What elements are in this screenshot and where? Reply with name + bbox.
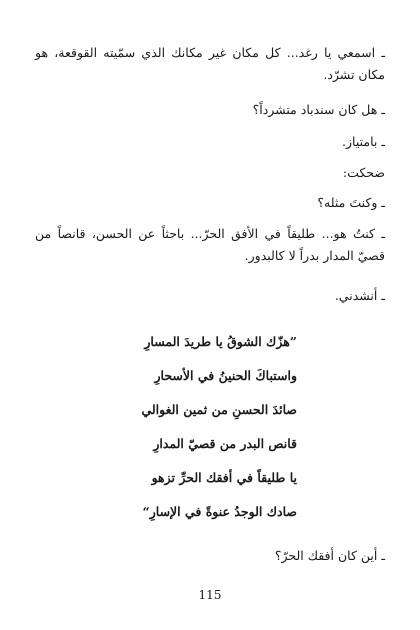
poem-verse: صائدَ الحسنِ من ثمين الغوالي: [141, 402, 297, 417]
poem-block: [117, 331, 297, 535]
page-number: 115: [198, 588, 222, 602]
paragraph-listen-ragad: ـ اسمعي يا رغد... كل مكان غير مكانك الذي سمّيته القوقعة، هو مكان تشرّد.: [35, 45, 385, 82]
paragraph-recite-to-me: ـ أنشدني.: [334, 288, 385, 303]
poem-verse: صادك الوجدُ عنوةً في الإسارِ“: [142, 504, 297, 519]
paragraph-sinbad-question: ـ هل كان سندباد متشرداً؟: [252, 102, 385, 117]
poem-verse: قانص البدر من قصيّ المدارِ: [153, 436, 297, 451]
paragraph-were-you-like-him: ـ وكنتَ مثله؟: [317, 195, 385, 210]
paragraph-i-was-him: ـ كنتُ هو... طليقاً في الأفق الحرّ... باحثاً عن الحسن، قانصاً من قصيّ المدار بدراً لا كالبدور.: [35, 226, 385, 263]
paragraph-she-laughed: ضحكت:: [342, 165, 385, 180]
poem-verse: واستباكَ الحنينُ في الأسحارِ: [154, 368, 297, 383]
poem-verse: يا طليقاً في أفقك الحرِّ تزهو: [151, 470, 297, 485]
poem-verse: ”هزّك الشوقُ يا طريدَ المسارِ: [144, 334, 297, 349]
paragraph-reply-excellence: ـ بامتياز.: [342, 134, 385, 149]
paragraph-where-was-your-horizon: ـ أين كان أفقك الحرّ؟: [274, 548, 385, 563]
